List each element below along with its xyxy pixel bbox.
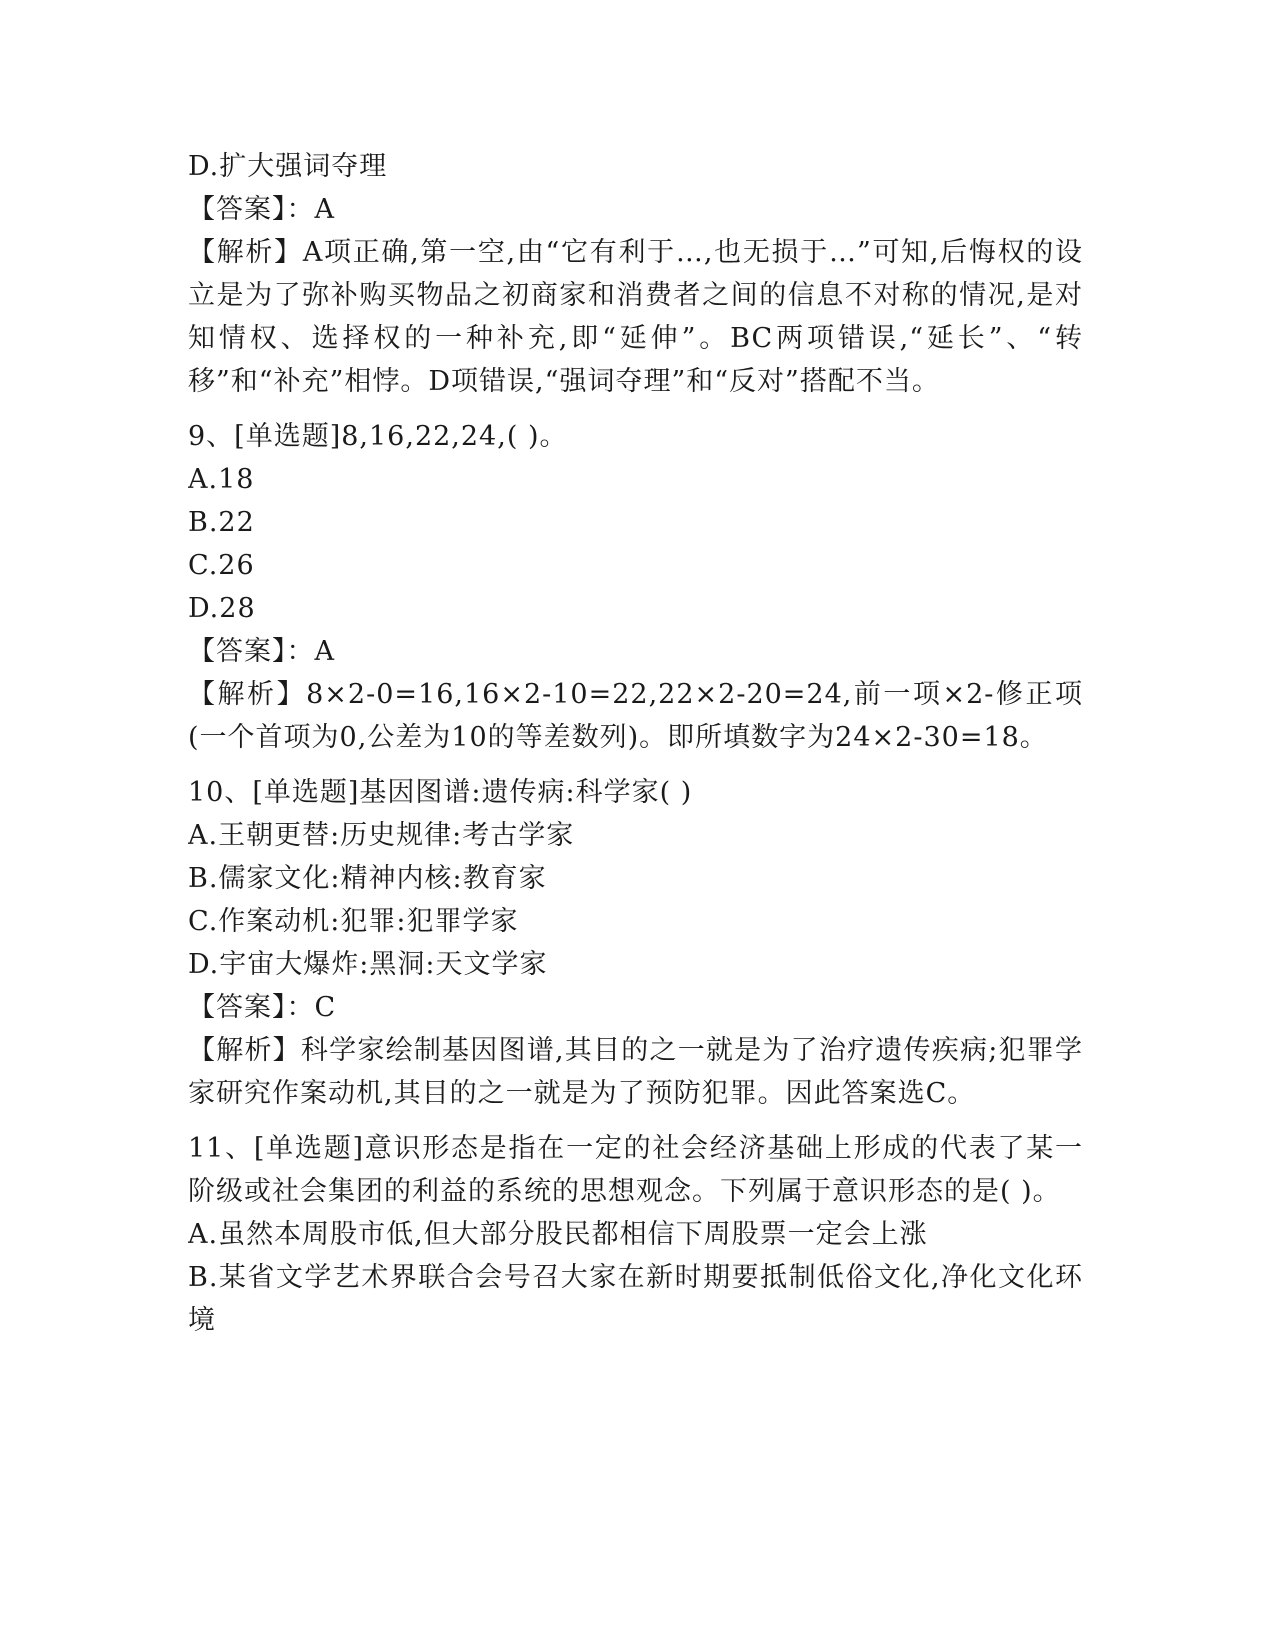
q9-analysis: 【解析】8×2-0=16,16×2-10=22,22×2-20=24,前一项×2-修正项(一个首项为0,公差为10的等差数列)。即所填数字为24×2-30=18。 (188, 679, 1083, 753)
q11-option-a: A.虽然本周股市低,但大部分股民都相信下周股票一定会上涨 (188, 1219, 928, 1250)
spacer (188, 403, 1083, 415)
q11-question: 11、[单选题]意识形态是指在一定的社会经济基础上形成的代表了某一阶级或社会集团的利益的系统的思想观念。下列属于意识形态的是( )。 (188, 1133, 1083, 1207)
q10-question: 10、[单选题]基因图谱:遗传病:科学家( ) (188, 777, 693, 808)
q8-analysis: 【解析】A项正确,第一空,由“它有利于…,也无损于…”可知,后悔权的设立是为了弥补购买物品之初商家和消费者之间的信息不对称的情况,是对知情权、选择权的一种补充,即“延伸”。BC两项错误,“延长”、“转移”和“补充”相悖。D项错误,“强词夺理”和“反对”搭配不当。 (188, 237, 1083, 397)
q8-option-d: D.扩大强词夺理 (188, 151, 388, 182)
q8-answer: 【答案】：A (188, 194, 335, 225)
spacer (188, 759, 1083, 771)
q10-option-d: D.宇宙大爆炸:黑洞:天文学家 (188, 949, 548, 980)
spacer (188, 1115, 1083, 1127)
q9-option-b: B.22 (188, 507, 255, 538)
q10-answer: 【答案】：C (188, 992, 337, 1023)
q9-option-a: A.18 (188, 464, 255, 495)
question-content (188, 145, 1083, 1342)
q9-question: 9、[单选题]8,16,22,24,( )。 (188, 421, 568, 452)
q9-answer: 【答案】：A (188, 636, 335, 667)
q11-option-b: B.某省文学艺术界联合会号召大家在新时期要抵制低俗文化,净化文化环境 (188, 1262, 1083, 1336)
q9-option-d: D.28 (188, 593, 256, 624)
q10-option-c: C.作案动机:犯罪:犯罪学家 (188, 906, 519, 937)
q10-option-a: A.王朝更替:历史规律:考古学家 (188, 820, 575, 851)
q10-option-b: B.儒家文化:精神内核:教育家 (188, 863, 547, 894)
q10-analysis: 【解析】科学家绘制基因图谱,其目的之一就是为了治疗遗传疾病;犯罪学家研究作案动机,其目的之一就是为了预防犯罪。因此答案选C。 (188, 1035, 1083, 1109)
q9-option-c: C.26 (188, 550, 255, 581)
